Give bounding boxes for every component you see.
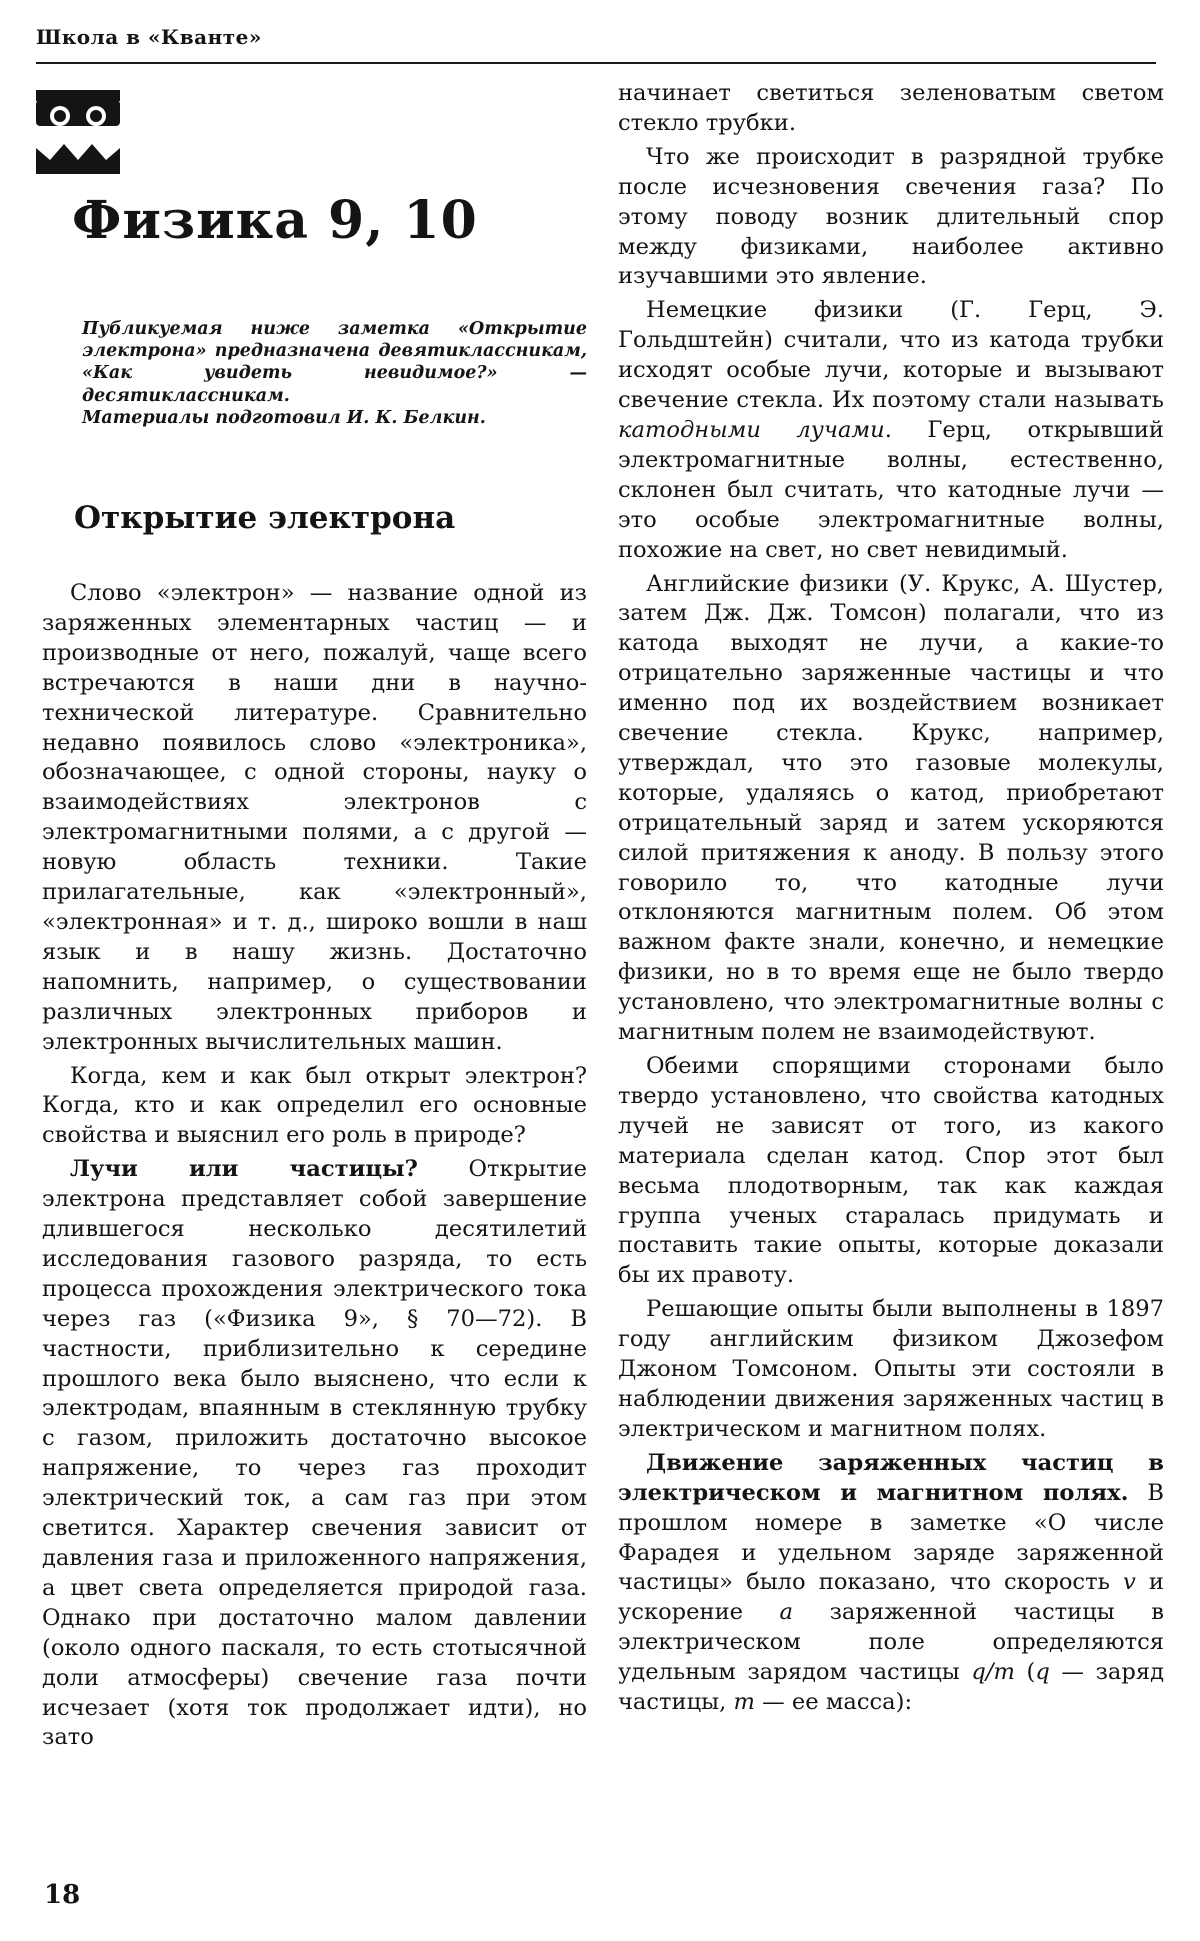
paragraph: Слово «электрон» — название одной из заряженных элементарных частиц — и производные от него, пожалуй, чаще всего встречаются в наши дни в научно-технической литературе. Сравнительно недавно появилось слово «электроника», обозначающее, с одной стороны, науку о взаимодействиях электронов с электромагнитными полями, а с другой — новую область техники. Такие прилагательные, как «электронный», «электронная» и т. д., широко вошли в наш язык и в нашу жизнь. Достаточно напомнить, например, о существовании различных электронных приборов и электронных вычислительных машин.	[42, 580, 587, 1055]
paragraph: Английские физики (У. Крукс, А. Шустер, затем Дж. Дж. Томсон) полагали, что из катода выходят не лучи, а какие-то отрицательно заряженные частицы и что именно под их воздействием возникает свечение стекла. Крукс, например, утверждал, что это газовые молекулы, которые, удаляясь о катод, приобретают отрицательный заряд и затем ускоряются силой притяжения к аноду. В пользу этого говорило то, что катодные лучи отклоняются магнитным полем. Об этом важном факте знали, конечно, и немецкие физики, но в то время еще не было твердо установлено, что электромагнитные волны с магнитным полем не взаимодействуют.	[618, 570, 1164, 1046]
text-column-left	[42, 579, 587, 1753]
intro-text: Публикуемая ниже заметка «Открытие электрона» предназначена девятиклассникам, «Как увидеть невидимое?» — десятиклассникам.	[82, 319, 587, 406]
term-cathode-rays: катодными лучами	[618, 416, 885, 443]
paragraph: Обеими спорящими сторонами было твердо установлено, что свойства катодных лучей не зависят от того, из какого материала сделан катод. Спор этот был весьма плодотворным, так как каждая группа ученых старалась придумать и поставить такие опыты, которые доказали бы их правоту.	[618, 1053, 1164, 1289]
school-section-glasses-icon	[36, 90, 120, 174]
paragraph: Решающие опыты были выполнены в 1897 году английским физиком Джозефом Джоном Томсоном. Опыты эти состояли в наблюдении движения заряженных частиц в электрическом и магнитном полях.	[618, 1296, 1164, 1442]
running-head: Школа в «Кванте»	[36, 25, 262, 49]
section-heading-motion-in-fields: Движение заряженных частиц в электрическом и магнитном полях.	[618, 1449, 1164, 1506]
section-heading-rays-or-particles: Лучи или частицы?	[70, 1156, 418, 1183]
var-q-over-m: q/m	[971, 1659, 1015, 1686]
editorial-intro	[82, 318, 587, 429]
paragraph: Когда, кем и как был открыт электрон? Когда, кто и как определил его основные свойства и выяснил его роль в природе?	[42, 1062, 587, 1149]
var-a: a	[779, 1599, 794, 1626]
header-rule	[36, 62, 1156, 64]
text-column-right	[618, 79, 1164, 1718]
series-title: Физика 9, 10	[72, 190, 478, 251]
paragraph	[42, 1155, 587, 1753]
page-number: 18	[44, 1880, 81, 1910]
paragraph-continued: начинает светиться зеленоватым светом стекло трубки.	[618, 80, 1164, 136]
article-title: Открытие электрона	[74, 500, 456, 536]
paragraph: Немецкие физики (Г. Герц, Э. Гольдштейн) считали, что из катода трубки исходят особые лучи, которые и вызывают свечение стекла. Их поэтому стали называть катодными лучами. Герц, открывший электромагнитные волны, естественно, склонен был считать, что катодные лучи — это особые электромагнитные волны, похожие на свет, но свет невидимый.	[618, 297, 1164, 563]
paragraph: Что же происходит в разрядной трубке после исчезновения свечения газа? По этому поводу возник длительный спор между физиками, наиболее активно изучавшими это явление.	[618, 143, 1164, 290]
var-q: q	[1035, 1659, 1050, 1686]
var-m: m	[733, 1689, 755, 1716]
intro-credit: Материалы подготовил И. К. Белкин.	[82, 407, 486, 428]
paragraph-text: Открытие электрона представляет собой завершение длившегося несколько десятилетий исследования газового разряда, то есть процесса прохождения электрического тока через газ («Физика 9», § 70—72). В частности, приблизительно к середине прошлого века было выяснено, что если к электродам, впаянным в стеклянную трубку с газом, приложить достаточно высокое напряжение, то через газ проходит электрический ток, а сам газ при этом светится. Характер свечения зависит от давления газа и приложенного напряжения, а цвет света определяется природой газа. Однако при достаточно малом давлении (около одного паскаля, то есть стотысячной доли атмосферы) свечение газа почти исчезает (хотя ток продолжает идти), но зато	[42, 1156, 588, 1751]
var-v: v	[1123, 1569, 1136, 1596]
paragraph: Движение заряженных частиц в электрическом и магнитном полях. В прошлом номере в заметке «О числе Фарадея и удельном заряде заряженной частицы» было показано, что скорость v и ускорение a заряженной частицы в электрическом поле определяются удельным зарядом частицы q/m (q — заряд частицы, m — ее масса):	[618, 1449, 1164, 1716]
